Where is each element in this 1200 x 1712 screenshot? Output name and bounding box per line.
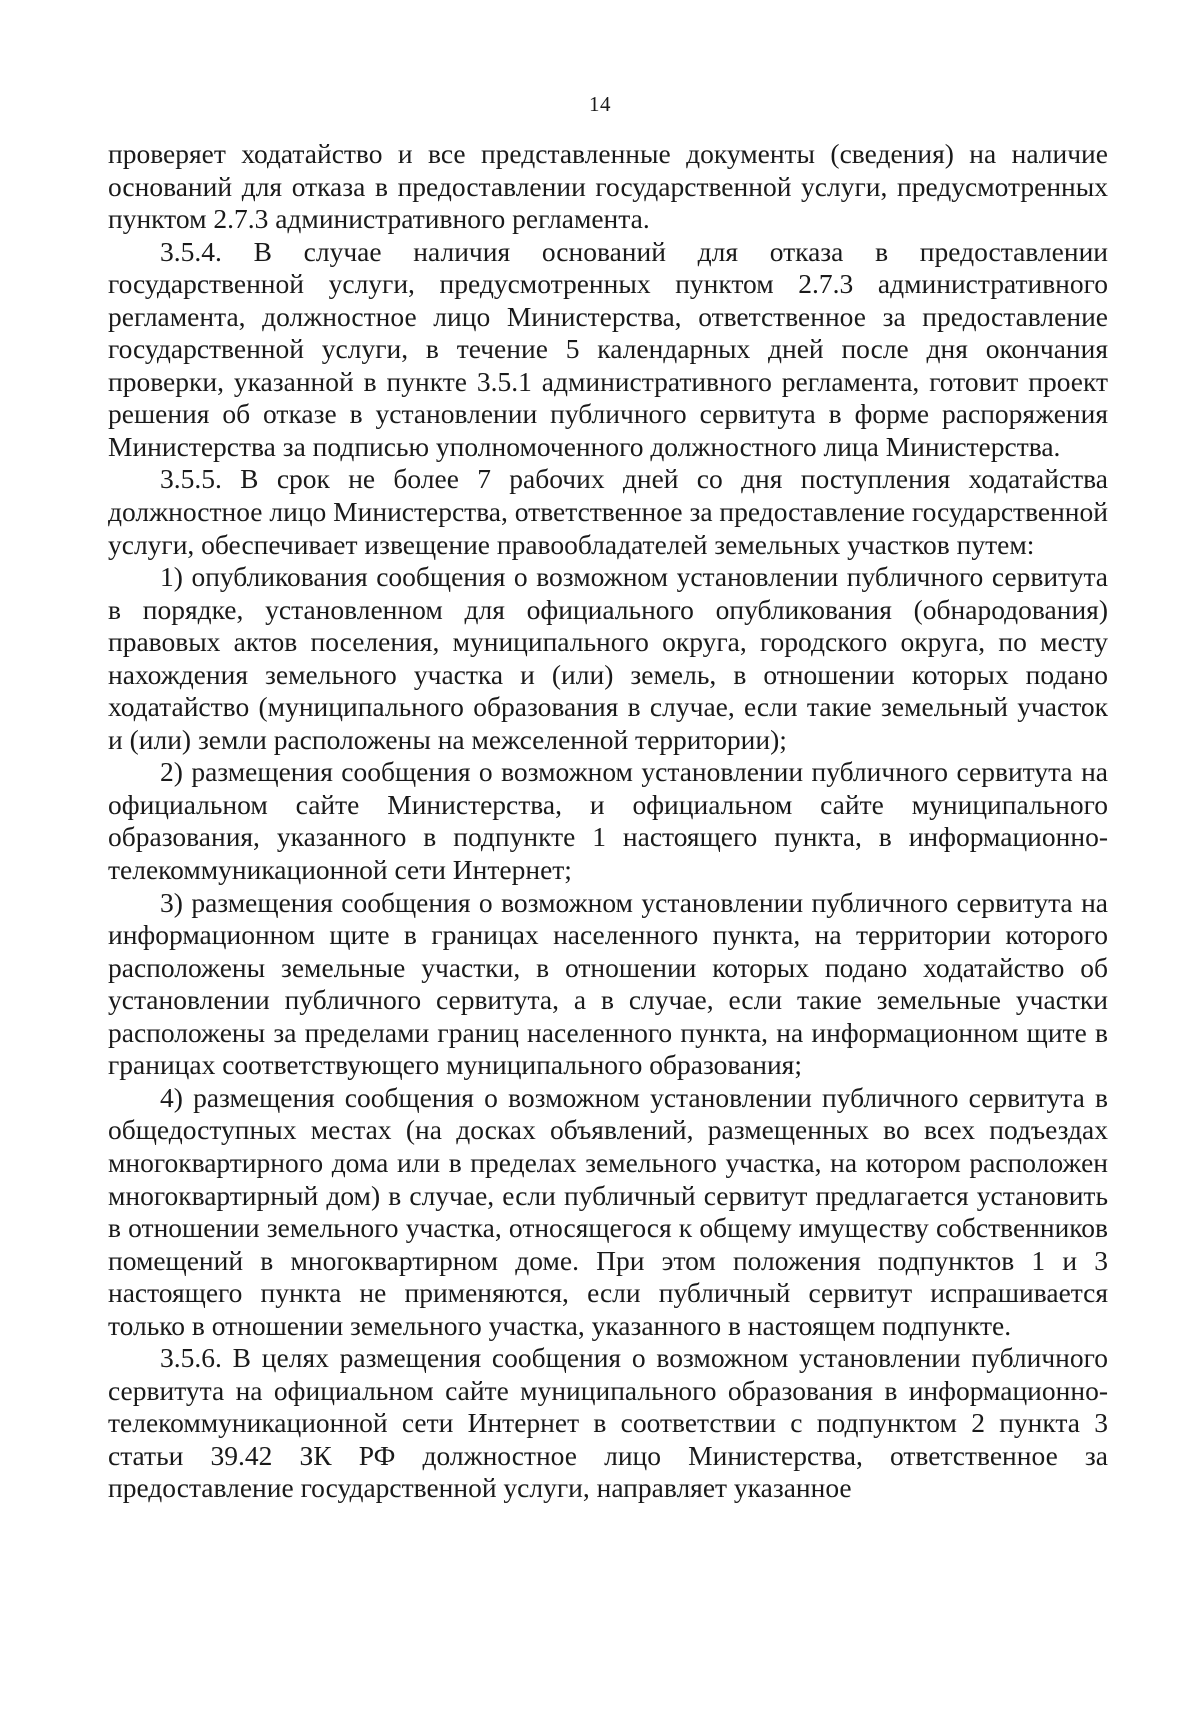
list-item-1: 1) опубликования сообщения о возможном установлении публичного сервитута в порядке, установленном для официального опубликования (обнародования) правовых актов поселения, муниципального округа, городского округа, по месту нахождения земельного участка и (или) земель, в отношении которых подано ходатайство (муниципального образования в случае, если такие земельный участок и (или) земли расположены на межселенной территории);: [108, 561, 1108, 755]
paragraph-3-5-4: 3.5.4. В случае наличия оснований для отказа в предоставлении государственной услуги, предусмотренных пунктом 2.7.3 административного регламента, должностное лицо Министерства, ответственное за предоставление государственной услуги, в течение 5 календарных дней после дня окончания проверки, указанной в пункте 3.5.1 административного регламента, готовит проект решения об отказе в установлении публичного сервитута в форме распоряжения Министерства за подписью уполномоченного должностного лица Министерства.: [108, 235, 1108, 462]
paragraph-3-5-6: 3.5.6. В целях размещения сообщения о возможном установлении публичного сервитута на официальном сайте муниципального образования в информационно-телекоммуникационной сети Интернет в соответствии с подпунктом 2 пункта 3 статьи 39.42 ЗК РФ должностное лицо Министерства, ответственное за предоставление государственной услуги, направляет указанное: [108, 1342, 1108, 1504]
list-item-2: 2) размещения сообщения о возможном установлении публичного сервитута на официальном сайте Министерства, и официальном сайте муниципального образования, указанного в подпункте 1 настоящего пункта, в информационно-телекоммуникационной сети Интернет;: [108, 756, 1108, 886]
paragraph-continuation: проверяет ходатайство и все представленные документы (сведения) на наличие оснований для отказа в предоставлении государственной услуги, предусмотренных пунктом 2.7.3 административного регламента.: [108, 138, 1108, 235]
list-item-4: 4) размещения сообщения о возможном установлении публичного сервитута в общедоступных местах (на досках объявлений, размещенных во всех подъездах многоквартирного дома или в пределах земельного участка, на котором расположен многоквартирный дом) в случае, если публичный сервитут предлагается установить в отношении земельного участка, относящегося к общему имуществу собственников помещений в многоквартирном доме. При этом положения подпунктов 1 и 3 настоящего пункта не применяются, если публичный сервитут испрашивается только в отношении земельного участка, указанного в настоящем подпункте.: [108, 1081, 1108, 1341]
paragraph-3-5-5: 3.5.5. В срок не более 7 рабочих дней со дня поступления ходатайства должностное лицо Министерства, ответственное за предоставление государственной услуги, обеспечивает извещение правообладателей земельных участков путем:: [108, 463, 1108, 560]
page-number: 14: [589, 92, 611, 116]
document-body: [108, 138, 1108, 1505]
list-item-3: 3) размещения сообщения о возможном установлении публичного сервитута на информационном щите в границах населенного пункта, на территории которого расположены земельные участки, в отношении которых подано ходатайство об установлении публичного сервитута, а в случае, если такие земельные участки расположены за пределами границ населенного пункта, на информационном щите в границах соответствующего муниципального образования;: [108, 886, 1108, 1081]
